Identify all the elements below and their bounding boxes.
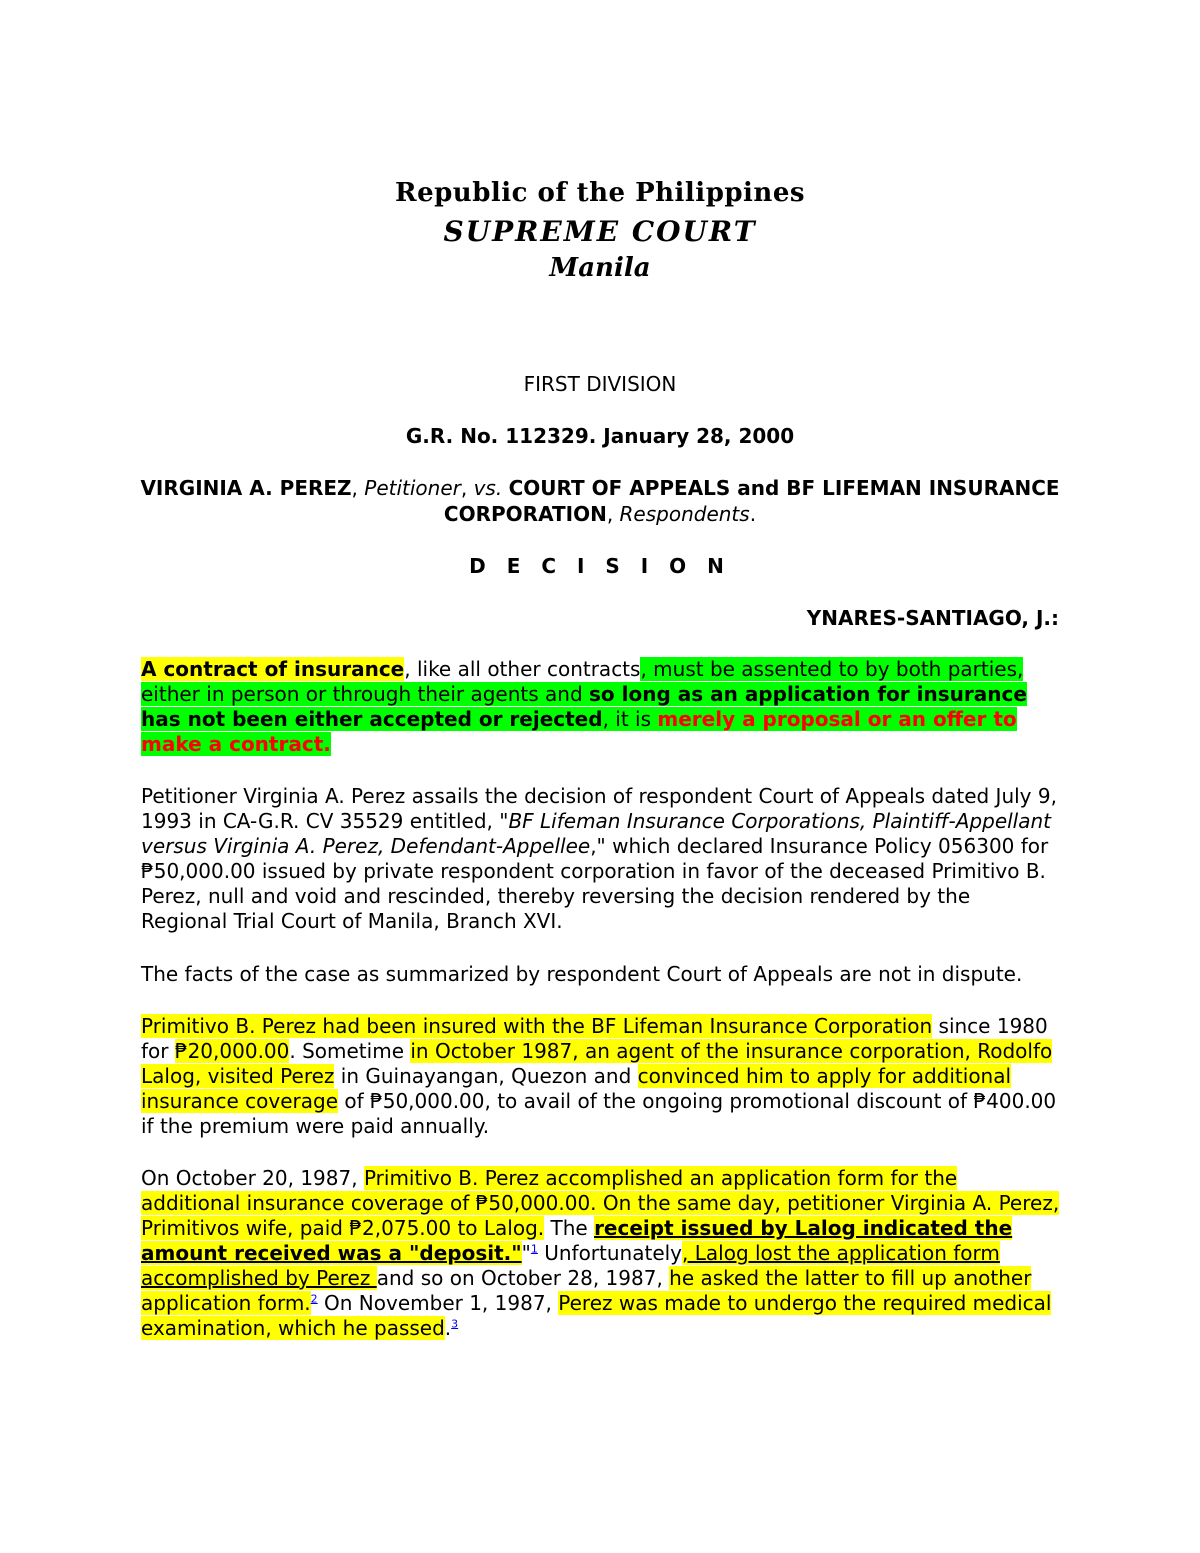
highlight-yellow: convinced him to apply for additional insurance coverage bbox=[141, 1064, 1012, 1113]
text-span: and so on October 28, 1987, bbox=[376, 1266, 670, 1290]
paragraph-1 bbox=[141, 657, 1061, 757]
versus: vs. bbox=[473, 476, 503, 500]
text-span: , like all other contracts bbox=[404, 657, 641, 681]
text-span: of ₱50,000.00, to avail of the ongoing promotional discount of ₱400.00 if the premium were paid annually. bbox=[141, 1089, 1057, 1138]
paragraph-4 bbox=[141, 1014, 1061, 1139]
paragraph-5 bbox=[141, 1166, 1061, 1341]
highlight-yellow: Perez was made to undergo the required medical examination, which he passed bbox=[141, 1291, 1052, 1340]
highlight-contract-of-insurance: A contract of insurance bbox=[141, 657, 405, 681]
highlight-yellow: Primitivo B. Perez had been insured with the BF Lifeman Insurance Corporation bbox=[141, 1014, 933, 1038]
header-manila: Manila bbox=[549, 253, 651, 283]
header-republic: Republic of the Philippines bbox=[394, 178, 806, 208]
division-label: FIRST DIVISION bbox=[523, 372, 677, 396]
highlight-green: , it is bbox=[602, 707, 658, 731]
paragraph-3: The facts of the case as summarized by respondent Court of Appeals are not in dispute. bbox=[141, 962, 1023, 986]
respondents-role: Respondents bbox=[619, 502, 750, 526]
text-span: On October 20, 1987, bbox=[141, 1166, 364, 1190]
highlight-green-red-text: merely a proposal or an offer to make a contract. bbox=[141, 707, 1017, 756]
case-number: G.R. No. 112329. January 28, 2000 bbox=[405, 424, 795, 448]
decision-title: D E C I S I O N bbox=[469, 554, 731, 578]
case-parties: VIRGINIA A. PEREZ, Petitioner, vs. COURT OF APPEALS and BF LIFEMAN INSURANCE CORPORATION, Respondents. bbox=[140, 476, 1060, 526]
text-span: ," which declared Insurance Policy 056300 for ₱50,000.00 issued by private respondent corporation in favor of the deceased Primitivo B. Perez, null and void and rescinded, thereby reversing the decision rendered by the Regional Trial Court of Manila, Branch XVI. bbox=[141, 834, 1049, 933]
petitioner-role: Petitioner bbox=[364, 476, 461, 500]
text-span: " bbox=[521, 1241, 531, 1265]
text-span: Petitioner Virginia A. Perez assails the decision of respondent Court of Appeals dated July 9, 1993 in CA-G.R. CV 35529 entitled, " bbox=[141, 784, 1057, 833]
text-span: since 1980 for bbox=[141, 1014, 1048, 1063]
paragraph-2 bbox=[141, 784, 1061, 934]
petitioner-name: VIRGINIA A. PEREZ bbox=[140, 476, 352, 500]
case-title-italic: BF Lifeman Insurance Corporations, Plaintiff-Appellant versus Virginia A. Perez, Defendant-Appellee bbox=[141, 809, 1052, 858]
highlight-yellow: ₱20,000.00 bbox=[174, 1039, 290, 1063]
footnote-link-2[interactable]: 2 bbox=[310, 1292, 318, 1306]
footnote-link-1[interactable]: 1 bbox=[530, 1242, 538, 1256]
ponente: YNARES-SANTIAGO, J.: bbox=[806, 606, 1059, 630]
text-span: The bbox=[544, 1216, 595, 1240]
highlight-yellow: he asked the latter to fill up another application form. bbox=[141, 1266, 1032, 1315]
highlight-lost-form: , Lalog lost the application form accomplished by Perez bbox=[141, 1241, 1000, 1290]
highlight-yellow: in October 1987, an agent of the insurance corporation, Rodolfo Lalog, visited Perez bbox=[141, 1039, 1053, 1088]
text-span: . Sometime bbox=[289, 1039, 411, 1063]
text-span: . bbox=[444, 1316, 452, 1340]
highlight-yellow: Primitivo B. Perez accomplished an application form for the additional insurance coverage of ₱50,000.00. On the same day, petitioner Virginia A. Perez, Primitivos wife, paid ₱2,075.00 to Lalog. bbox=[141, 1166, 1060, 1240]
highlight-receipt-deposit: receipt issued by Lalog indicated the amount received was a "deposit." bbox=[141, 1216, 1013, 1265]
footnote-link-3[interactable]: 3 bbox=[451, 1317, 459, 1331]
highlight-green: , must be assented to by both parties, either in person or through their agents and bbox=[141, 657, 1024, 706]
highlight-green-bold: so long as an application for insurance has not been either accepted or rejected bbox=[141, 682, 1027, 731]
header-supreme-court: SUPREME COURT bbox=[443, 215, 757, 248]
respondents-name: COURT OF APPEALS and BF LIFEMAN INSURANCE CORPORATION bbox=[443, 476, 1060, 526]
text-span: in Guinayangan, Quezon and bbox=[334, 1064, 638, 1088]
text-span: On November 1, 1987, bbox=[317, 1291, 559, 1315]
text-span: Unfortunately bbox=[537, 1241, 683, 1265]
